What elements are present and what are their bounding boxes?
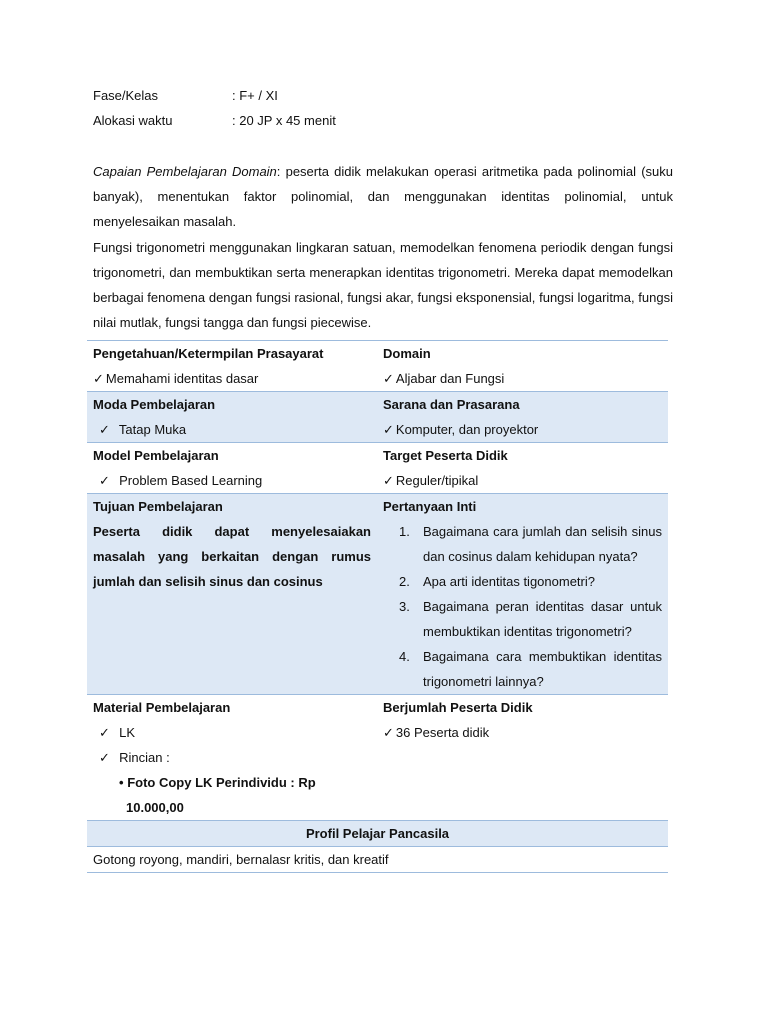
check-icon: ✓ — [99, 725, 110, 740]
target-value: Reguler/tipikal — [395, 473, 479, 488]
prasyarat-heading: Pengetahuan/Ketermpilan Prasayarat — [93, 346, 324, 361]
jumlah-cell — [377, 695, 668, 821]
target-cell — [377, 443, 668, 494]
target-heading: Target Peserta Didik — [383, 448, 508, 463]
moda-cell — [87, 392, 377, 443]
sarana-heading: Sarana dan Prasarana — [383, 397, 520, 412]
table-row — [87, 821, 668, 847]
table-row — [87, 695, 668, 821]
profil-value: Gotong royong, mandiri, bernalasr kritis, dan kreatif — [87, 847, 668, 873]
domain-heading: Domain — [383, 346, 431, 361]
material-heading: Material Pembelajaran — [93, 700, 231, 715]
check-icon: ✓ — [99, 750, 110, 765]
material-cell — [87, 695, 377, 821]
list-item: 1. Bagaimana cara jumlah dan selisih sinus dan cosinus dalam kehidupan nyata? — [399, 524, 662, 564]
pertanyaan-list — [383, 519, 662, 694]
list-item: 4. Bagaimana cara membuktikan identitas trigonometri lainnya? — [399, 649, 662, 689]
bullet-icon: • — [119, 775, 124, 790]
jumlah-value: 36 Peserta didik — [395, 725, 490, 740]
tujuan-cell — [87, 494, 377, 695]
domain-cell — [377, 341, 668, 392]
table-row — [87, 341, 668, 392]
tujuan-heading: Tujuan Pembelajaran — [93, 499, 223, 514]
table-row — [87, 847, 668, 873]
capaian-title: Capaian Pembelajaran Domain — [93, 164, 277, 179]
check-icon: ✓ — [383, 422, 394, 437]
list-item: 3. Bagaimana peran identitas dasar untuk membuktikan identitas trigonometri? — [399, 599, 662, 639]
material-price: 10.000,00 — [126, 800, 184, 815]
check-icon: ✓ — [93, 371, 104, 386]
alokasi-label: Alokasi waktu — [93, 113, 173, 128]
prasyarat-value: Memahami identitas dasar — [105, 371, 259, 386]
check-icon: ✓ — [383, 473, 394, 488]
domain-value: Aljabar dan Fungsi — [395, 371, 505, 386]
check-icon: ✓ — [383, 725, 394, 740]
pertanyaan-heading: Pertanyaan Inti — [383, 499, 477, 514]
check-icon: ✓ — [383, 371, 394, 386]
model-heading: Model Pembelajaran — [93, 448, 219, 463]
fase-label: Fase/Kelas — [93, 88, 159, 103]
moda-value: Tatap Muka — [118, 422, 187, 437]
material-lk: LK — [119, 725, 136, 740]
pertanyaan-cell — [377, 494, 668, 695]
profil-heading: Profil Pelajar Pancasila — [87, 821, 668, 847]
fase-value: : F+ / XI — [232, 88, 278, 103]
jumlah-heading: Berjumlah Peserta Didik — [383, 700, 533, 715]
model-cell — [87, 443, 377, 494]
rpp-table — [87, 340, 668, 873]
material-fotocopy: Foto Copy LK Perindividu : Rp — [127, 775, 316, 790]
check-icon: ✓ — [99, 473, 110, 488]
table-row — [87, 494, 668, 695]
table-row — [87, 443, 668, 494]
list-item: 2. Apa arti identitas tigonometri? — [399, 574, 595, 589]
sarana-value: Komputer, dan proyektor — [395, 422, 539, 437]
capaian-text: : peserta didik melakukan operasi aritmetika pada polinomial (suku banyak), menentukan faktor polinomial, dan menggunakan identitas polinomial, untuk menyelesaikan masalah. — [93, 164, 673, 229]
sarana-cell — [377, 392, 668, 443]
check-icon: ✓ — [99, 422, 110, 437]
capaian-paragraph — [93, 159, 673, 234]
fungsi-paragraph: Fungsi trigonometri menggunakan lingkaran satuan, memodelkan fenomena periodik dengan fungsi trigonometri, dan membuktikan serta menerapkan identitas trigonometri. Mereka dapat memodelkan berbagai fenomena dengan fungsi rasional, fungsi akar, fungsi eksponensial, fungsi logaritma, fungsi nilai mutlak, fungsi tangga dan fungsi piecewise. — [93, 240, 673, 330]
table-row — [87, 392, 668, 443]
tujuan-value: Peserta didik dapat menyelesaiakan masalah yang berkaitan dengan rumus jumlah dan selisih sinus dan cosinus — [93, 524, 371, 589]
alokasi-value: : 20 JP x 45 menit — [232, 113, 336, 128]
moda-heading: Moda Pembelajaran — [93, 397, 216, 412]
material-rincian: Rincian : — [119, 750, 170, 765]
prasyarat-cell — [87, 341, 377, 392]
model-value: Problem Based Learning — [119, 473, 263, 488]
